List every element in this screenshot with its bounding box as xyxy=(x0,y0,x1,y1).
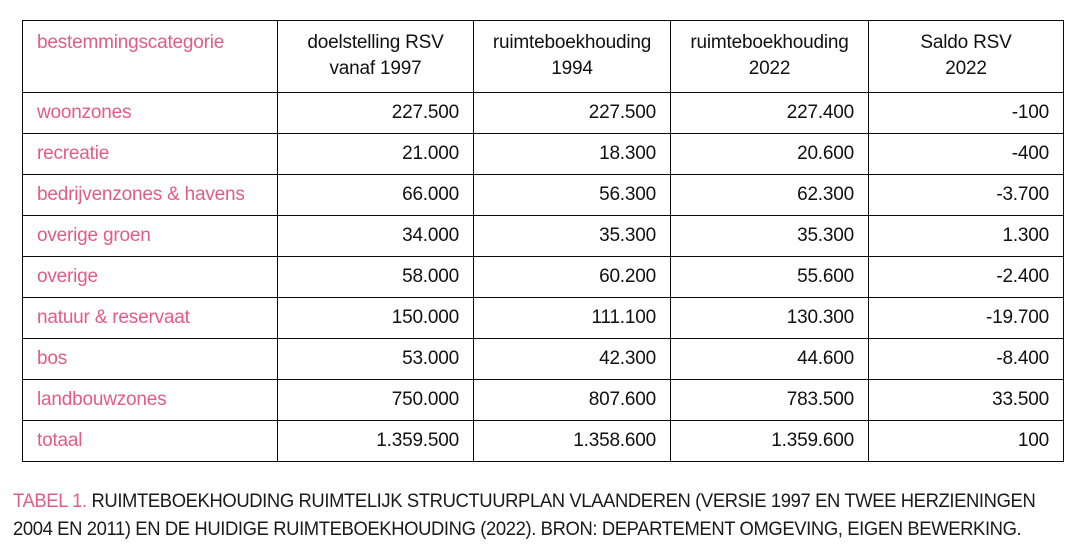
header-line: doelstelling RSV xyxy=(307,32,444,53)
table-cell: 42.300 xyxy=(474,339,671,380)
table-cell: 55.600 xyxy=(671,257,869,298)
header-ruimteboekhouding-1994 xyxy=(474,21,671,93)
table-cell: 1.358.600 xyxy=(474,421,671,462)
table-cell: 35.300 xyxy=(474,216,671,257)
table-cell: -100 xyxy=(869,93,1064,134)
caption-text-line2: 2004 EN 2011) EN DE HUIDIGE RUIMTEBOEKHOUDING (2022). BRON: DEPARTEMENT OMGEVING, EIGEN BEWERKING. xyxy=(13,519,1022,540)
table-body xyxy=(23,93,1064,462)
header-line: ruimteboekhouding xyxy=(492,32,652,53)
row-category: overige groen xyxy=(23,216,278,257)
table-cell: 130.300 xyxy=(671,298,869,339)
table-cell: 111.100 xyxy=(474,298,671,339)
row-category: recreatie xyxy=(23,134,278,175)
header-line: 1994 xyxy=(551,58,593,79)
table-cell: 33.500 xyxy=(869,380,1064,421)
table-cell: -2.400 xyxy=(869,257,1064,298)
caption-text-line1: RUIMTEBOEKHOUDING RUIMTELIJK STRUCTUURPLAN VLAANDEREN (VERSIE 1997 EN TWEE HERZIENINGEN xyxy=(91,491,1036,512)
table-row-bedrijvenzones-havens xyxy=(23,175,1064,216)
header-line: ruimteboekhouding xyxy=(690,32,849,53)
row-category: bedrijvenzones & havens xyxy=(23,175,278,216)
table-cell: 60.200 xyxy=(474,257,671,298)
table-cell: 1.359.600 xyxy=(671,421,869,462)
table-cell: 750.000 xyxy=(278,380,474,421)
row-category: natuur & reservaat xyxy=(23,298,278,339)
table-row-recreatie xyxy=(23,134,1064,175)
table-cell: -3.700 xyxy=(869,175,1064,216)
table-row-overige-groen xyxy=(23,216,1064,257)
table-caption xyxy=(13,488,1043,544)
row-category: bos xyxy=(23,339,278,380)
table-row-overige xyxy=(23,257,1064,298)
table-cell: 807.600 xyxy=(474,380,671,421)
table-cell: 66.000 xyxy=(278,175,474,216)
header-line: 2022 xyxy=(945,58,987,79)
table-cell: 20.600 xyxy=(671,134,869,175)
table-cell: 53.000 xyxy=(278,339,474,380)
table-cell: 227.400 xyxy=(671,93,869,134)
table-cell: 1.359.500 xyxy=(278,421,474,462)
header-line: bestemmingscategorie xyxy=(37,32,225,53)
table-cell: -400 xyxy=(869,134,1064,175)
table-cell: 150.000 xyxy=(278,298,474,339)
table-cell: 56.300 xyxy=(474,175,671,216)
caption-line-2 xyxy=(13,516,1043,544)
header-doelstelling-rsv xyxy=(278,21,474,93)
table-header xyxy=(23,21,1064,93)
table-cell: 21.000 xyxy=(278,134,474,175)
table-row-landbouwzones xyxy=(23,380,1064,421)
table-cell: 35.300 xyxy=(671,216,869,257)
table-cell: 34.000 xyxy=(278,216,474,257)
table-cell: 227.500 xyxy=(278,93,474,134)
table-cell: 58.000 xyxy=(278,257,474,298)
table-cell: 18.300 xyxy=(474,134,671,175)
table-cell: 100 xyxy=(869,421,1064,462)
table-cell: 783.500 xyxy=(671,380,869,421)
caption-line-1 xyxy=(13,488,1043,516)
table-row-bos xyxy=(23,339,1064,380)
caption-label: TABEL 1. xyxy=(13,491,87,512)
header-line: Saldo RSV xyxy=(920,32,1012,53)
header-line: 2022 xyxy=(748,58,791,79)
table-cell: 62.300 xyxy=(671,175,869,216)
header-row xyxy=(23,21,1064,93)
table-cell: -19.700 xyxy=(869,298,1064,339)
table-cell: -8.400 xyxy=(869,339,1064,380)
table-row-woonzones xyxy=(23,93,1064,134)
row-category: totaal xyxy=(23,421,278,462)
header-ruimteboekhouding-2022 xyxy=(671,21,869,93)
header-line: vanaf 1997 xyxy=(329,58,422,79)
table-row-totaal xyxy=(23,421,1064,462)
row-category: overige xyxy=(23,257,278,298)
table-row-natuur-reservaat xyxy=(23,298,1064,339)
table-cell: 44.600 xyxy=(671,339,869,380)
ruimteboekhouding-table xyxy=(22,20,1064,462)
header-saldo-rsv-2022 xyxy=(869,21,1064,93)
table-cell: 1.300 xyxy=(869,216,1064,257)
table-cell: 227.500 xyxy=(474,93,671,134)
header-bestemmingscategorie xyxy=(23,21,278,93)
row-category: landbouwzones xyxy=(23,380,278,421)
row-category: woonzones xyxy=(23,93,278,134)
